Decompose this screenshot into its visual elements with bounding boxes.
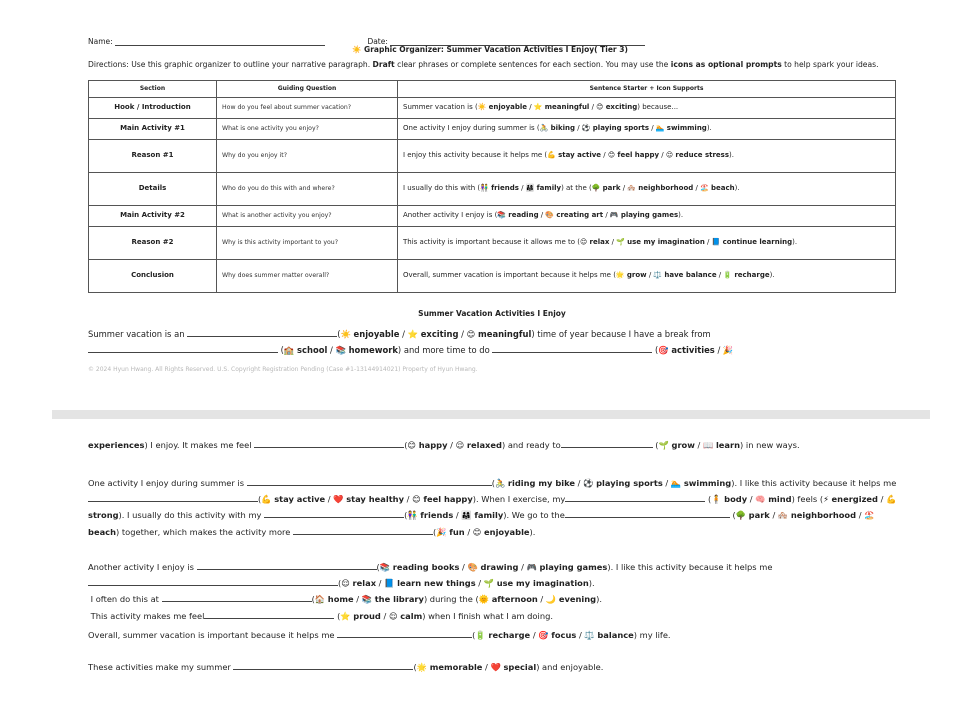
section-cell: Reason #1 (89, 139, 217, 172)
question-cell: Who do you do this with and where? (217, 172, 398, 205)
page-divider (52, 410, 930, 419)
section-cell: Main Activity #1 (89, 118, 217, 139)
fill-in-blank[interactable] (565, 492, 705, 502)
section-cell: Main Activity #2 (89, 205, 217, 226)
fill-in-blank[interactable] (88, 492, 258, 502)
paragraph-frame-closing: These activities make my summer (🌟 memorable / ❤️ special) and enjoyable. (88, 662, 604, 672)
table-row (89, 226, 896, 259)
fill-in-blank[interactable] (197, 560, 377, 570)
table-row (89, 259, 896, 292)
starter-cell: Another activity I enjoy is (📚 reading / 🎨 creating art / 🎮 playing games). (398, 205, 896, 226)
paragraph-frame-continued: experiences) I enjoy. It makes me feel (😊 happy / 😌 relaxed) and ready to (🌱 grow / 📖 learn) in new ways. (88, 440, 800, 450)
fill-in-blank[interactable] (337, 628, 472, 638)
fill-in-blank[interactable] (247, 476, 492, 486)
fill-in-blank[interactable] (187, 327, 337, 337)
starter-cell: Overall, summer vacation is important because it helps me (🌟 grow / ⚖️ have balance / 🔋 recharge). (398, 259, 896, 292)
paragraph-frame-activity-2: Another activity I enjoy is (📚 reading books / 🎨 drawing / 🎮 playing games). I like this activity because it helps me (😌 relax / 📘 learn new things / 🌱 use my imagination). I often do this at (🏠 home / 📚 the library) during the (🌞 afternoon / 🌙 evening). This activity makes me feel (⭐ proud / 😌 calm) when I finish what I am doing. (88, 562, 773, 621)
fill-in-blank[interactable] (264, 508, 404, 518)
fill-in-blank[interactable] (88, 343, 278, 353)
question-cell: Why do you enjoy it? (217, 139, 398, 172)
graphic-organizer-table (88, 80, 896, 293)
question-cell: Why does summer matter overall? (217, 259, 398, 292)
question-cell: What is another activity you enjoy? (217, 205, 398, 226)
fill-in-blank[interactable] (293, 525, 433, 535)
paragraph-frame-intro: Summer vacation is an (☀️ enjoyable / ⭐ exciting / 😊 meaningful) time of year because I have a break from (🏫 school / 📚 homework) and more time to do (🎯 activities / 🎉 (88, 329, 734, 355)
table-row (89, 118, 896, 139)
fill-in-blank[interactable] (561, 438, 653, 448)
copyright-notice: © 2024 Hyun Hwang. All Rights Reserved. U.S. Copyright Registration Pending (Case #1-13144914021) Property of Hyun Hwang. (88, 366, 478, 373)
question-cell: What is one activity you enjoy? (217, 118, 398, 139)
table-row (89, 139, 896, 172)
starter-cell: I usually do this with (👫 friends / 👨‍👩‍👧 family) at the (🌳 park / 🏘️ neighborhood / 🏖️ beach). (398, 172, 896, 205)
table-row (89, 172, 896, 205)
fill-in-blank[interactable] (565, 508, 730, 518)
worksheet-page-2 (0, 419, 960, 720)
section-cell: Details (89, 172, 217, 205)
paragraph-frame-activity-1: One activity I enjoy during summer is (🚴 riding my bike / ⚽ playing sports / 🏊 swimming). I like this activity because it helps me (💪 stay active / ❤️ stay healthy / 😊 feel happy). When I exercise, my (🧍 body / 🧠 mind) feels (⚡ energized / 💪 strong). I usually do this activity with my (👫 friends / 👨‍👩‍👧 family). We go to the (🌳 park / 🏘️ neighborhood / 🏖️ beach) together, which makes the activity more (🎉 fun / 😊 enjoyable). (88, 478, 897, 537)
date-label: Date: (367, 37, 388, 46)
section-cell: Reason #2 (89, 226, 217, 259)
fill-in-blank[interactable] (162, 592, 312, 602)
starter-cell: I enjoy this activity because it helps me (💪 stay active / 😊 feel happy / 😌 reduce stress). (398, 139, 896, 172)
table-row (89, 97, 896, 118)
table-header-row (89, 81, 896, 98)
directions: Directions: Use this graphic organizer to outline your narrative paragraph. Draft clear phrases or complete sentences for each section. You may use the icons as optional prompts to help spark your ideas. (88, 60, 879, 69)
starter-cell: One activity I enjoy during summer is (🚴 biking / ⚽ playing sports / 🏊 swimming). (398, 118, 896, 139)
starter-cell: This activity is important because it allows me to (😌 relax / 🌱 use my imagination / 📘 continue learning). (398, 226, 896, 259)
paragraph-title: Summer Vacation Activities I Enjoy (418, 309, 566, 318)
name-label: Name: (88, 37, 113, 46)
table-row (89, 205, 896, 226)
fill-in-blank[interactable] (254, 438, 404, 448)
fill-in-blank[interactable] (492, 343, 652, 353)
paragraph-frame-conclusion: Overall, summer vacation is important because it helps me (🔋 recharge / 🎯 focus / ⚖️ balance) my life. (88, 630, 671, 640)
fill-in-blank[interactable] (204, 609, 334, 619)
fill-in-blank[interactable] (233, 660, 413, 670)
section-cell: Conclusion (89, 259, 217, 292)
header-guiding-question: Guiding Question (217, 81, 398, 98)
header-section: Section (89, 81, 217, 98)
starter-cell: Summer vacation is (☀️ enjoyable / ⭐ meaningful / 😊 exciting) because... (398, 97, 896, 118)
worksheet-title: ☀️ Graphic Organizer: Summer Vacation Activities I Enjoy( Tier 3) (352, 45, 628, 54)
header-sentence-starter: Sentence Starter + Icon Supports (398, 81, 896, 98)
question-cell: How do you feel about summer vacation? (217, 97, 398, 118)
fill-in-blank[interactable] (88, 576, 338, 586)
section-cell: Hook / Introduction (89, 97, 217, 118)
question-cell: Why is this activity important to you? (217, 226, 398, 259)
